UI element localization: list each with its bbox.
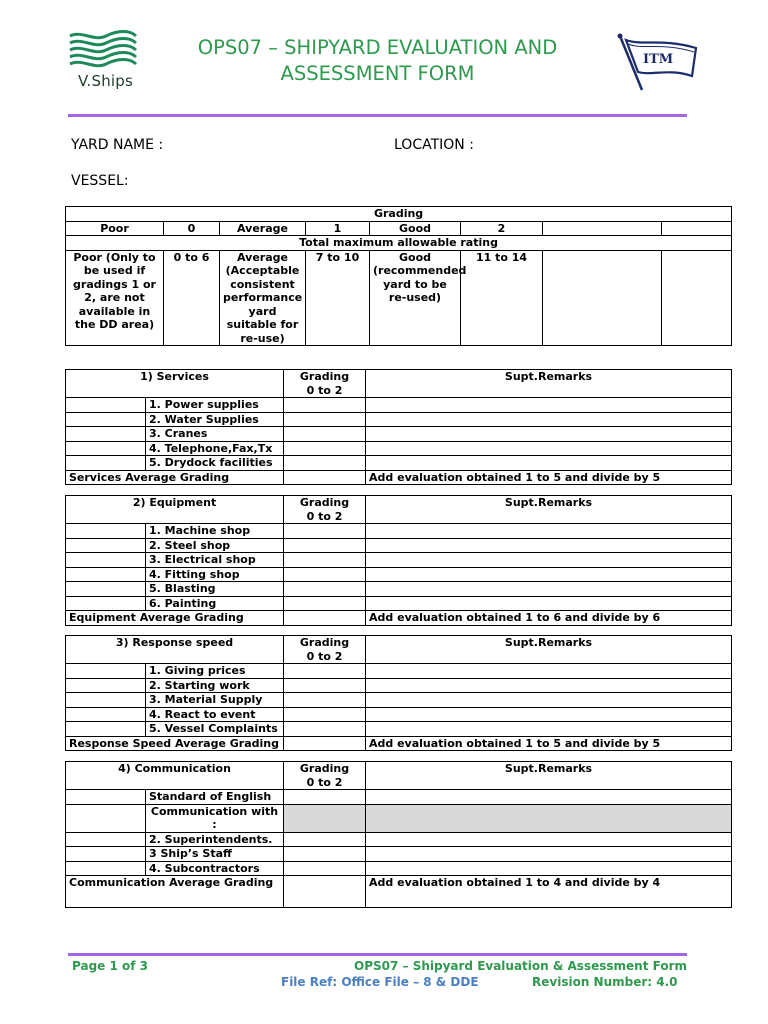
remarks-input[interactable]: [366, 398, 732, 413]
criterion-label: 6. Painting: [146, 596, 284, 611]
remarks-input[interactable]: [366, 664, 732, 679]
criterion-label: 3 Ship’s Staff: [146, 847, 284, 862]
vships-logo-text: V.Ships: [78, 72, 134, 90]
average-grading-label: Services Average Grading: [66, 470, 284, 485]
grading-input[interactable]: [284, 693, 366, 708]
grading-input[interactable]: [284, 707, 366, 722]
grading-input[interactable]: [284, 412, 366, 427]
grade-empty-cell: [662, 221, 732, 236]
remarks-input[interactable]: [366, 847, 732, 862]
remarks-input[interactable]: [366, 567, 732, 582]
grading-input[interactable]: [284, 722, 366, 737]
remarks-input[interactable]: [366, 538, 732, 553]
criterion-label: 1. Giving prices: [146, 664, 284, 679]
criterion-label: 3. Electrical shop: [146, 553, 284, 568]
remarks-input[interactable]: [366, 707, 732, 722]
footer-doc-title: OPS07 – Shipyard Evaluation & Assessment Form: [354, 959, 687, 973]
title-line-2: ASSESSMENT FORM: [280, 62, 475, 85]
rating-poor-desc: Poor (Only to be used if gradings 1 or 2, are not available in the DD area): [66, 250, 164, 346]
criterion-label: 4. Telephone,Fax,Tx: [146, 441, 284, 456]
criterion-label: 4. Fitting shop: [146, 567, 284, 582]
remarks-header: Supt.Remarks: [366, 636, 732, 664]
vships-wave-icon: [68, 30, 138, 74]
average-grading-label: Equipment Average Grading: [66, 611, 284, 626]
grade-poor: Poor: [66, 221, 164, 236]
criterion-label: 2. Starting work: [146, 678, 284, 693]
remarks-input[interactable]: [366, 678, 732, 693]
grade-good-value: 2: [461, 221, 543, 236]
section-heading: 1) Services: [66, 370, 284, 398]
services-table: [65, 369, 732, 485]
criterion-label: 5. Drydock facilities: [146, 456, 284, 471]
rating-good-range: 11 to 14: [461, 250, 543, 346]
grading-header: Grading 0 to 2: [284, 370, 366, 398]
remarks-input[interactable]: [366, 832, 732, 847]
vessel-label: VESSEL:: [71, 173, 129, 189]
criterion-label: Standard of English: [146, 790, 284, 805]
criterion-label: 2. Superintendents.: [146, 832, 284, 847]
criterion-label: Communication with :: [146, 804, 284, 832]
grade-poor-value: 0: [164, 221, 220, 236]
grade-average: Average: [220, 221, 306, 236]
communication-table: [65, 761, 732, 908]
remarks-input[interactable]: [366, 582, 732, 597]
criterion-label: 3. Cranes: [146, 427, 284, 442]
remarks-input[interactable]: [366, 553, 732, 568]
grading-title: Grading: [66, 207, 732, 222]
grading-input[interactable]: [284, 861, 366, 876]
grading-table: [65, 206, 732, 346]
yard-name-label: YARD NAME :: [71, 137, 164, 153]
average-note: Add evaluation obtained 1 to 4 and divide by 4: [366, 876, 732, 908]
remarks-input[interactable]: [366, 441, 732, 456]
grading-input[interactable]: [284, 538, 366, 553]
remarks-header: Supt.Remarks: [366, 496, 732, 524]
grading-input[interactable]: [284, 553, 366, 568]
rating-average-range: 7 to 10: [306, 250, 370, 346]
remarks-input[interactable]: [366, 861, 732, 876]
remarks-input[interactable]: [366, 524, 732, 539]
average-grading-input[interactable]: [284, 736, 366, 751]
grading-input[interactable]: [284, 832, 366, 847]
grading-input[interactable]: [284, 398, 366, 413]
remarks-input[interactable]: [366, 596, 732, 611]
criterion-label: 2. Steel shop: [146, 538, 284, 553]
criterion-label: 1. Machine shop: [146, 524, 284, 539]
grading-header: Grading 0 to 2: [284, 636, 366, 664]
criterion-label: 3. Material Supply: [146, 693, 284, 708]
criterion-label: 4. React to event: [146, 707, 284, 722]
rating-empty-cell: [662, 250, 732, 346]
rating-poor-range: 0 to 6: [164, 250, 220, 346]
remarks-input[interactable]: [366, 790, 732, 805]
section-heading: 2) Equipment: [66, 496, 284, 524]
average-grading-input[interactable]: [284, 611, 366, 626]
criterion-label: 4. Subcontractors: [146, 861, 284, 876]
footer-revision: Revision Number: 4.0: [532, 975, 678, 989]
average-note: Add evaluation obtained 1 to 6 and divide by 6: [366, 611, 732, 626]
remarks-header: Supt.Remarks: [366, 370, 732, 398]
average-grading-label: Response Speed Average Grading: [66, 736, 284, 751]
itm-logo-text: ITM: [643, 52, 674, 67]
footer-file-ref: File Ref: Office File – 8 & DDE: [281, 975, 479, 989]
rating-average-desc: Average (Acceptable consistent performance yard suitable for re-use): [220, 250, 306, 346]
grading-input[interactable]: [284, 456, 366, 471]
grading-input[interactable]: [284, 524, 366, 539]
remarks-input[interactable]: [366, 693, 732, 708]
remarks-header: Supt.Remarks: [366, 762, 732, 790]
header-divider: [68, 114, 687, 117]
title-line-1: OPS07 – SHIPYARD EVALUATION AND: [197, 36, 558, 59]
average-note: Add evaluation obtained 1 to 5 and divide by 5: [366, 470, 732, 485]
grading-input[interactable]: [284, 567, 366, 582]
criterion-label: 5. Vessel Complaints: [146, 722, 284, 737]
remarks-disabled-cell: [366, 804, 732, 832]
remarks-input[interactable]: [366, 412, 732, 427]
criterion-label: 2. Water Supplies: [146, 412, 284, 427]
equipment-table: [65, 495, 732, 626]
rating-empty-cell: [543, 250, 662, 346]
grading-input[interactable]: [284, 847, 366, 862]
location-label: LOCATION :: [394, 137, 474, 153]
average-grading-label: Communication Average Grading: [66, 876, 284, 908]
grade-empty-cell: [543, 221, 662, 236]
criterion-label: 5. Blasting: [146, 582, 284, 597]
grading-header: Grading 0 to 2: [284, 762, 366, 790]
grade-average-value: 1: [306, 221, 370, 236]
grading-input[interactable]: [284, 664, 366, 679]
total-rating-label: Total maximum allowable rating: [66, 236, 732, 251]
section-heading: 4) Communication: [66, 762, 284, 790]
average-grading-input[interactable]: [284, 876, 366, 908]
section-heading: 3) Response speed: [66, 636, 284, 664]
rating-good-desc: Good (recommended yard to be re-used): [370, 250, 461, 346]
average-note: Add evaluation obtained 1 to 5 and divide by 5: [366, 736, 732, 751]
grading-input[interactable]: [284, 790, 366, 805]
page-title: [150, 35, 605, 87]
footer-divider: [68, 953, 687, 956]
page-number: Page 1 of 3: [72, 959, 148, 973]
grading-input[interactable]: [284, 441, 366, 456]
criterion-label: 1. Power supplies: [146, 398, 284, 413]
response-speed-table: [65, 635, 732, 751]
average-grading-input[interactable]: [284, 470, 366, 485]
grading-input[interactable]: [284, 678, 366, 693]
remarks-input[interactable]: [366, 456, 732, 471]
grading-input[interactable]: [284, 427, 366, 442]
grading-input[interactable]: [284, 582, 366, 597]
itm-logo: [612, 32, 702, 92]
grading-header: Grading 0 to 2: [284, 496, 366, 524]
remarks-input[interactable]: [366, 427, 732, 442]
grading-input[interactable]: [284, 596, 366, 611]
remarks-input[interactable]: [366, 722, 732, 737]
grading-disabled-cell: [284, 804, 366, 832]
grade-good: Good: [370, 221, 461, 236]
